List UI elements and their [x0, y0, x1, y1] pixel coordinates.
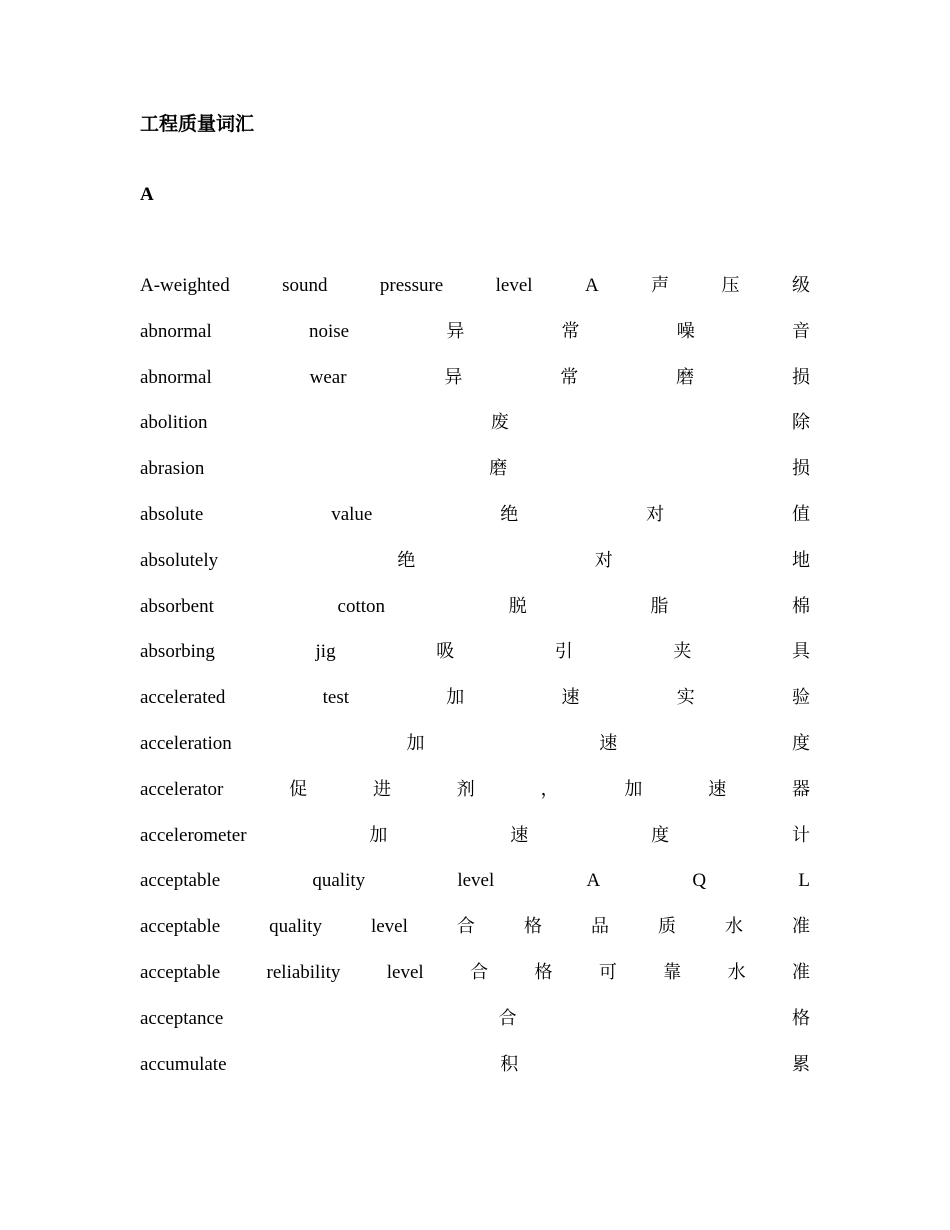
chinese-translation-char: 实: [676, 687, 695, 709]
chinese-translation-char: 合: [456, 916, 475, 938]
english-term-word: absolute: [140, 503, 204, 525]
english-term-word: absorbing: [140, 641, 215, 663]
english-term-word: value: [331, 503, 373, 525]
english-term-word: quality: [312, 870, 366, 892]
english-term-word: acceleration: [140, 732, 232, 754]
chinese-translation-char: 引: [554, 641, 573, 663]
english-term-word: accelerated: [140, 687, 226, 709]
english-term-word: acceptable: [140, 916, 221, 938]
chinese-translation-char: 绝: [397, 549, 416, 571]
glossary-entry: [140, 268, 810, 314]
section-heading: A: [140, 184, 154, 205]
english-term-word: noise: [308, 320, 350, 342]
chinese-translation-char: 准: [791, 961, 810, 983]
english-term-word: level: [386, 961, 424, 983]
chinese-translation-char: 计: [791, 824, 810, 846]
chinese-translation-char: 合: [470, 961, 489, 983]
chinese-translation-char: 加: [406, 732, 425, 754]
chinese-translation-char: 脱: [508, 595, 527, 617]
chinese-translation-char: 磨: [489, 458, 508, 480]
chinese-translation-char: 对: [646, 503, 665, 525]
english-term-word: accumulate: [140, 1053, 227, 1075]
chinese-translation-char: 速: [510, 824, 529, 846]
english-term-word: A: [584, 275, 599, 296]
chinese-translation-char: 异: [446, 320, 465, 342]
english-term-word: level: [457, 870, 495, 892]
glossary-entry: [140, 543, 810, 589]
chinese-translation-char: 音: [791, 320, 810, 342]
glossary-entry: [140, 1047, 810, 1093]
chinese-translation-char: 常: [561, 320, 580, 342]
chinese-translation-char: 加: [624, 778, 643, 800]
chinese-translation-char: 可: [598, 961, 617, 983]
glossary-list: [140, 268, 810, 1092]
english-term-word: accelerometer: [140, 824, 247, 846]
glossary-entry: [140, 634, 810, 680]
glossary-entry: [140, 726, 810, 772]
chinese-translation-char: 靠: [663, 961, 682, 983]
glossary-entry: [140, 955, 810, 1001]
chinese-translation-char: 准: [792, 916, 810, 938]
chinese-translation-char: 加: [446, 687, 465, 709]
english-term-word: abnormal: [140, 320, 212, 342]
chinese-translation-char: 水: [727, 961, 746, 983]
chinese-translation-char: 地: [792, 549, 810, 571]
glossary-entry: [140, 314, 810, 360]
chinese-translation-char: 水: [724, 916, 743, 938]
glossary-entry: [140, 680, 810, 726]
english-term-word: pressure: [379, 275, 444, 296]
chinese-translation-char: 绝: [500, 503, 519, 525]
chinese-translation-char: 品: [590, 916, 609, 938]
glossary-entry: [140, 818, 810, 864]
english-term-word: absolutely: [140, 549, 219, 571]
glossary-entry: [140, 1001, 810, 1047]
chinese-translation-char: 具: [791, 641, 810, 663]
glossary-entry: [140, 451, 810, 497]
glossary-entry: [140, 772, 810, 818]
chinese-translation-char: 除: [792, 412, 810, 434]
chinese-translation-char: 进: [372, 778, 391, 800]
chinese-translation-char: 格: [534, 961, 553, 983]
chinese-translation-char: 级: [791, 275, 810, 296]
english-term-word: quality: [269, 916, 322, 938]
english-term-word: wear: [309, 366, 347, 388]
english-term-word: accelerator: [140, 778, 224, 800]
chinese-translation-char: 速: [561, 687, 580, 709]
english-term-word: abolition: [140, 412, 208, 434]
glossary-entry: [140, 360, 810, 406]
chinese-translation-char: 格: [792, 1007, 810, 1029]
chinese-translation-char: A: [586, 870, 601, 892]
english-term-word: sound: [282, 275, 328, 296]
chinese-translation-char: 异: [444, 366, 463, 388]
chinese-translation-char: 质: [657, 916, 676, 938]
chinese-translation-char: Q: [692, 870, 707, 892]
chinese-translation-char: 合: [498, 1007, 517, 1029]
glossary-entry: [140, 405, 810, 451]
chinese-translation-char: 吸: [436, 641, 455, 663]
chinese-translation-char: 度: [651, 824, 670, 846]
english-term-word: acceptable: [140, 870, 221, 892]
chinese-translation-char: 棉: [792, 595, 810, 617]
chinese-translation-char: 值: [791, 503, 810, 525]
chinese-translation-char: 器: [792, 778, 810, 800]
chinese-translation-char: 剂: [456, 778, 475, 800]
chinese-translation-char: 对: [594, 549, 613, 571]
english-term-word: acceptable: [140, 961, 221, 983]
chinese-translation-char: 速: [708, 778, 727, 800]
chinese-translation-char: 累: [791, 1053, 810, 1075]
chinese-translation-char: L: [798, 870, 810, 892]
chinese-translation-char: 格: [523, 916, 542, 938]
chinese-translation-char: 损: [792, 458, 810, 480]
english-term-word: acceptance: [140, 1007, 224, 1029]
glossary-entry: [140, 497, 810, 543]
glossary-entry: [140, 909, 810, 955]
chinese-translation-char: 噪: [676, 320, 695, 342]
english-term-word: cotton: [337, 595, 386, 617]
chinese-translation-char: 促: [289, 778, 308, 800]
chinese-translation-char: ，: [540, 778, 559, 800]
english-term-word: A-weighted: [140, 275, 230, 296]
chinese-translation-char: 压: [721, 275, 740, 296]
chinese-translation-char: 夹: [673, 641, 692, 663]
chinese-translation-char: 脂: [650, 595, 669, 617]
chinese-translation-char: 积: [500, 1053, 519, 1075]
glossary-entry: [140, 589, 810, 635]
english-term-word: absorbent: [140, 595, 214, 617]
english-term-word: level: [370, 916, 408, 938]
chinese-translation-char: 磨: [676, 366, 695, 388]
glossary-entry: [140, 863, 810, 909]
chinese-translation-char: 度: [791, 732, 810, 754]
english-term-word: abrasion: [140, 458, 205, 480]
chinese-translation-char: 声: [651, 275, 670, 296]
chinese-translation-char: 加: [369, 824, 388, 846]
chinese-translation-char: 常: [560, 366, 579, 388]
page-title: 工程质量词汇: [140, 113, 255, 135]
chinese-translation-char: 速: [599, 732, 618, 754]
english-term-word: test: [322, 687, 350, 709]
english-term-word: reliability: [266, 961, 341, 983]
chinese-translation-char: 废: [490, 412, 509, 434]
chinese-translation-char: 损: [791, 366, 810, 388]
english-term-word: abnormal: [140, 366, 212, 388]
english-term-word: jig: [315, 641, 336, 663]
chinese-translation-char: 验: [791, 687, 810, 709]
english-term-word: level: [495, 275, 533, 296]
